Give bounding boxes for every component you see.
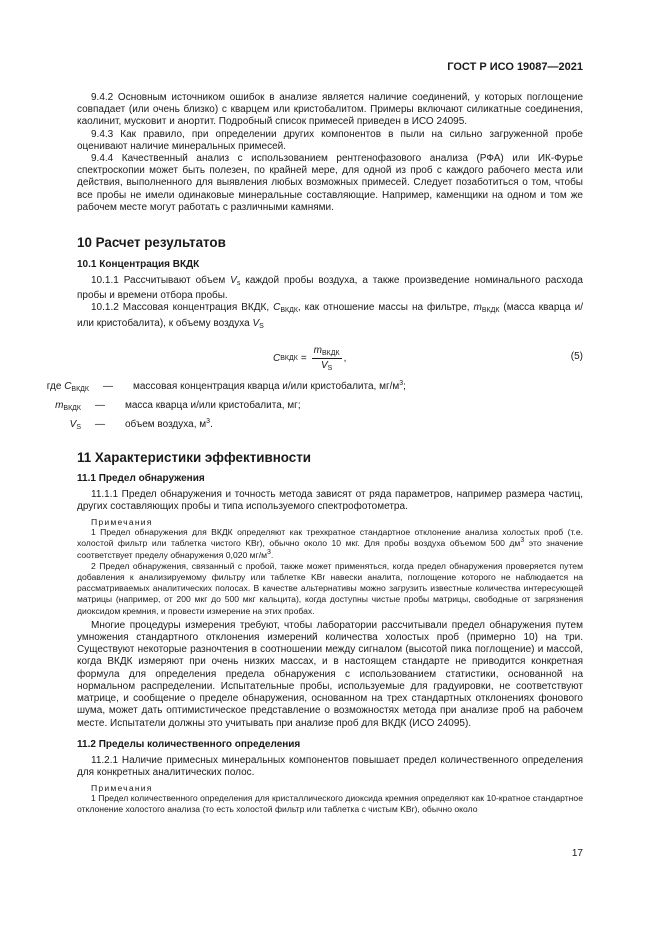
subsection-10-1-title: 10.1 Концентрация ВКДК <box>77 259 200 271</box>
formula-5 <box>77 341 583 377</box>
formula-number: (5) <box>570 350 583 362</box>
page-content <box>46 92 584 816</box>
page-number: 17 <box>571 848 583 859</box>
variable-definitions <box>46 379 583 436</box>
doc-id-header: ГОСТ Р ИСО 19087—2021 <box>447 61 583 73</box>
paragraph-11-1-1: 11.1.1 Предел обнаружения и точность метода зависят от ряда параметров, например размера частиц, других составляющих пробы и типа используемого спектрофотометра. <box>77 488 583 513</box>
formula-expression: C ВКДК = $\frac{m_{ВКДК}}{V_S}$ , <box>273 344 347 372</box>
variable-definition-row: $m_{ВКДК}$ — масса кварца и/или кристобалита, мг; <box>55 399 301 412</box>
paragraph-9-4-2: 9.4.2 Основным источником ошибок в анализе является наличие соединений, у которых поглощение совпадает (или очень близко) с кварцем или кристобалитом. Примеры включают силикатные соединения, каолинит, мусковит и анортит. Подробный список примесей приведен в ИСО 24095. <box>77 92 583 128</box>
paragraph-9-4-4: 9.4.4 Качественный анализ с использованием рентгенофазового анализа (РФА) или ИК-Фурье спектроскопии может быть полезен, по крайней мере, для одной из проб с каждого рабочего места или действия, выполненного для выявления любых возможных примесей. Следует позаботиться о том, чтобы все пробы не имели одинаковые минеральные составляющие. Например, каменщики на одном и том же рабочем месте могут работать с различными камнями. <box>77 153 583 213</box>
variable-definition-row: где $C_{ВКДК}$ — массовая концентрация кварца и/или кристобалита, $мг/м^3$; <box>46 379 406 393</box>
notes-heading: Примечания <box>91 517 153 528</box>
formula-fraction: $\frac{m_{ВКДК}}{V_S}$ <box>313 344 340 372</box>
note-1: 1 Предел обнаружения для ВКДК определяют как трехкратное стандартное отклонение анализа холостых проб (т.е. холостой фильтр или таблетка чистого KBr), обычно около 10 мкг. Для пробы воздуха объемом 500 $дм^3$ это значение соответствует пределу обнаружения 0,020 $мг/м^3$. <box>77 527 584 560</box>
subsection-11-1-title: 11.1 Предел обнаружения <box>77 472 205 484</box>
variable-definition-row: $V_S$ — объем воздуха, $м^3$. <box>69 417 213 431</box>
notes-heading-2: Примечания <box>91 783 153 794</box>
section-10-title: 10 Расчет результатов <box>77 235 226 251</box>
paragraph-9-4-3: 9.4.3 Как правило, при определении других компонентов в пыли на сильно загруженной пробе оценивают наличие минеральных примесей. <box>77 128 583 152</box>
section-11-title: 11 Характеристики эффективности <box>77 449 312 465</box>
subsection-11-2-title: 11.2 Пределы количественного определения <box>77 738 301 750</box>
paragraph-11-2-1: 11.2.1 Наличие примесных минеральных компонентов повышает предел количественного определения для конкретных аналитических полос. <box>77 754 583 778</box>
paragraph-detection-limit: Многие процедуры измерения требуют, чтобы лаборатории рассчитывали предел обнаружения путем умножения стандартного отклонения измерений количества холостых проб (примерно 10) на три. Существуют некоторые разночтения в соотношении между сигналом (высотой пика поглощение) и массой, когда ВКДК измеряют при очень низких массах, и в настоящем стандарте не приводится конкретная формула для определения предела обнаружения с использованием статистики, основанной на нормальном распределении. Испытательные пробы, используемые для градуировки, не соответствуют матрице, и сообщение о пределе обнаружения, основанном на трех стандартных отклонениях фонового шума, может дать оптимистическое представление о возможностях метода при анализе проб на рабочем месте. Испытатели должны это учитывать при анализе проб для ВКДК (ИСО 24095). <box>77 619 583 729</box>
paragraph-10-1-2: 10.1.2 Массовая концентрация ВКДК, $C_{ВКДК}$, как отношение массы на фильтре, $m_{ВКДК}$ (масса кварца и/или кристобалита), к объему воздуха $V_S$ <box>77 302 584 330</box>
note-3: 1 Предел количественного определения для кристаллического диоксида кремния определяют как 10-кратное стандартное отклонение холостого анализа (то есть холостой фильтр или таблетка с чистым KBr), обычно около <box>77 793 583 815</box>
note-2: 2 Предел обнаружения, связанный с пробой, также может применяться, когда предел обнаружения проверяется путем добавления к анализируемому фильтру или таблетке KBr навески аналита, поглощение которого не наблюдается на рассматриваемых аналитических полосах. В качестве альтернативы можно загрузить известные количества интересующей матрицы (например, от 200 мкг до 500 мкг кальцита), когда доступны чистые пробы матрицы, свободные от загрязнения диоксидом кремния, и провести измерение на этих пробах. <box>77 560 583 616</box>
paragraph-10-1-1: 10.1.1 Рассчитывают объем $V_s$ каждой пробы воздуха, а также произведение номинального расхода пробы и времени отбора пробы. <box>77 275 583 302</box>
